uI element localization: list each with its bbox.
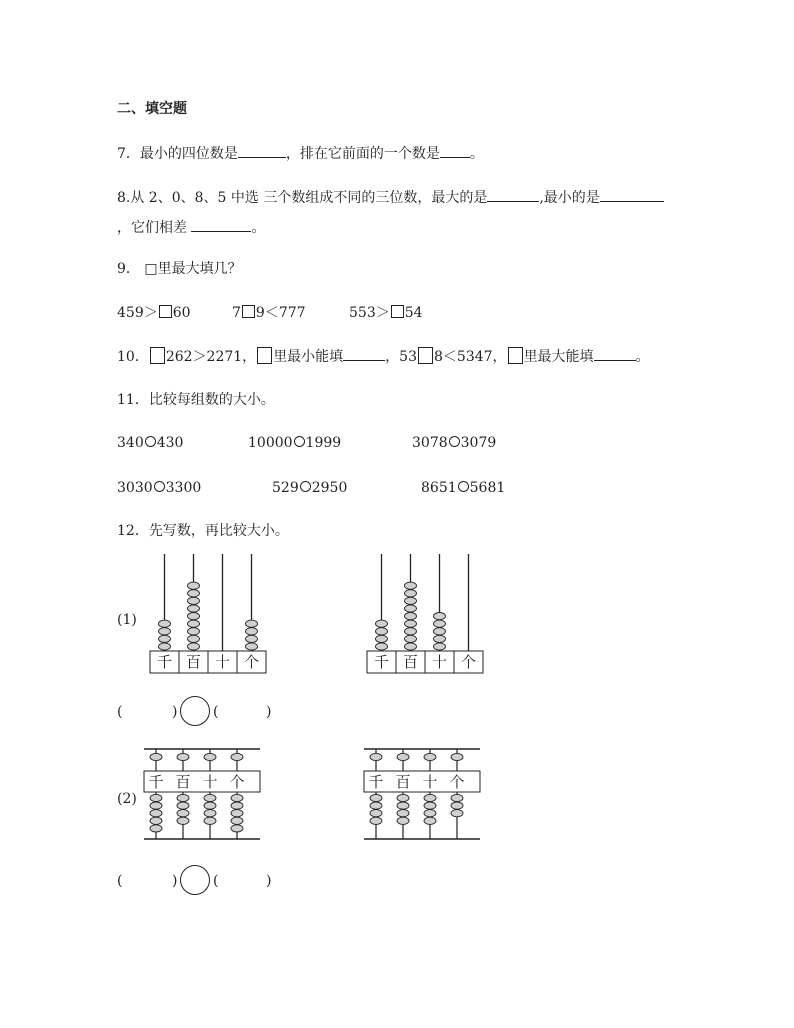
abacus-2b-bead — [370, 810, 382, 817]
abacus-2b-bead — [397, 810, 409, 817]
abacus-1a-bead — [188, 643, 200, 650]
abacus-2a-bead — [177, 802, 189, 809]
abacus-2b-place-label: 个 — [449, 773, 465, 791]
abacus-1a-bead — [188, 597, 200, 604]
q10-f: 里最大能填 — [523, 349, 594, 365]
abacus-1b-bead — [405, 628, 417, 635]
q9-item1-b: 60 — [172, 305, 191, 321]
q12-answer-3-close: ) — [172, 873, 178, 889]
question-12-title: 12．先写数，再比较大小。 — [117, 523, 289, 539]
abacus-2a-upper-bead — [204, 753, 216, 760]
section-title: 二、填空题 — [117, 101, 187, 117]
abacus-2b-bead — [397, 794, 409, 801]
abacus-2a-bead — [231, 802, 243, 809]
abacus-2b-bead — [370, 794, 382, 801]
q11-pair3-left: 3078 — [412, 435, 448, 451]
q12-answer-3-open: ( — [117, 873, 123, 889]
abacus-2b-bead — [451, 802, 463, 809]
abacus-1a-place-label: 百 — [185, 653, 202, 671]
q12-answer-1-close: ) — [172, 704, 178, 720]
abacus-1a-bead — [188, 635, 200, 642]
abacus-1a-bead — [159, 628, 171, 635]
abacus-2b-bead — [424, 794, 436, 801]
q11-pair6-left: 8651 — [421, 480, 457, 496]
q11-pair5-right: 2950 — [311, 480, 348, 496]
abacus-2a-bead — [150, 794, 162, 801]
abacus-2a-place-label: 个 — [229, 773, 245, 791]
q7-text-c: 。 — [469, 146, 484, 162]
abacus-2a-upper-bead — [150, 753, 162, 760]
abacus-2b-upper-bead — [424, 753, 436, 760]
abacus-2a-bead — [150, 817, 162, 824]
abacus-1b-bead — [405, 613, 417, 620]
abacus-2a-bead — [177, 794, 189, 801]
abacus-1b-place-label: 十 — [431, 653, 448, 671]
q9-item3-b: 54 — [404, 305, 423, 321]
abacus-1a-bead — [246, 643, 258, 650]
abacus-1a-bead — [188, 620, 200, 627]
abacus-1b-bead — [405, 643, 417, 650]
abacus-1a-bead — [159, 643, 171, 650]
abacus-2a-bead — [177, 817, 189, 824]
abacus-2b-place-label: 千 — [368, 773, 384, 791]
abacus-2a-bead — [150, 825, 162, 832]
q10-g: 。 — [635, 349, 650, 365]
abacus-1a-bead — [188, 628, 200, 635]
abacus-1a-place-label: 十 — [214, 653, 231, 671]
abacus-2b-bead — [424, 802, 436, 809]
abacus-1b-bead — [376, 620, 388, 627]
abacus-2b-bead — [424, 817, 436, 824]
q9-item3-a: 553＞ — [349, 305, 390, 321]
abacus-1a-bead — [188, 613, 200, 620]
q11-pair1-right: 430 — [156, 435, 184, 451]
abacus-2a-bead — [231, 810, 243, 817]
abacus-1a-bead — [246, 620, 258, 627]
q12-part-1-label: (1) — [117, 612, 137, 628]
q11-pair2-left: 10000 — [248, 435, 293, 451]
abacus-2b-bead — [451, 810, 463, 817]
q8-text-c: ，它们相差 — [117, 220, 187, 236]
abacus-2b-bead — [451, 794, 463, 801]
q10-d: ，53 — [385, 349, 418, 365]
abacus-2b-bead — [424, 810, 436, 817]
abacus-2a-bead — [150, 810, 162, 817]
abacus-2a-place-label: 十 — [202, 773, 218, 791]
q12-part-2-label: (2) — [117, 791, 137, 807]
abacus-2a-place-label: 千 — [148, 773, 164, 791]
abacus-1a-bead — [246, 635, 258, 642]
abacus-2a-bead — [177, 810, 189, 817]
q9-item2-a: 7 — [232, 305, 241, 321]
abacus-1b-place-label: 千 — [373, 653, 390, 671]
abacus-1b-bead — [405, 590, 417, 597]
abacus-1b-bead — [434, 643, 446, 650]
abacus-2a-upper-bead — [231, 753, 243, 760]
q11-pair5-left: 529 — [272, 480, 299, 496]
q7-text-b: ，排在它前面的一个数是 — [285, 146, 440, 162]
abacus-1a-bead — [246, 628, 258, 635]
question-11-title: 11．比较每组数的大小。 — [117, 392, 275, 408]
q11-pair2-right: 1999 — [305, 435, 342, 451]
abacus-1b-bead — [405, 597, 417, 604]
abacus-1a-place-label: 千 — [156, 653, 173, 671]
abacus-1b-place-label: 个 — [460, 653, 477, 671]
abacus-1a-bead — [159, 635, 171, 642]
q7-number: 7． — [117, 146, 140, 162]
abacus-1b-bead — [405, 605, 417, 612]
abacus-2a-upper-bead — [177, 753, 189, 760]
abacus-1b-bead — [434, 628, 446, 635]
abacus-2b-place-label: 十 — [422, 773, 438, 791]
q8-text-a: 8.从 2、0、8、5 中选 三个数组成不同的三位数，最大的是 — [117, 190, 488, 206]
q12-answer-2-open: ( — [213, 704, 219, 720]
abacus-2a-bead — [231, 825, 243, 832]
abacus-2b-upper-bead — [370, 753, 382, 760]
abacus-2b-bead — [397, 817, 409, 824]
q11-pair4-right: 3300 — [165, 480, 202, 496]
q10-c: 里最小能填 — [273, 349, 344, 365]
abacus-1b-bead — [405, 635, 417, 642]
abacus-2b-place-label: 百 — [395, 773, 411, 791]
q8-text-d: 。 — [251, 220, 266, 236]
abacus-1b-bead — [434, 613, 446, 620]
abacus-2b-upper-bead — [451, 753, 463, 760]
abacus-1b-bead — [376, 628, 388, 635]
q12-answer-4-close: ) — [266, 873, 272, 889]
abacus-1a-bead — [159, 620, 171, 627]
abacus-1a-bead — [188, 582, 200, 589]
abacus-1b-bead — [434, 620, 446, 627]
abacus-2a-bead — [204, 810, 216, 817]
abacus-2a-bead — [150, 802, 162, 809]
abacus-1b-bead — [376, 643, 388, 650]
q8-text-b: ,最小的是 — [539, 190, 600, 206]
q7-text-a: 最小的四位数是 — [139, 146, 238, 162]
question-9-title: 9． □里最大填几？ — [117, 261, 242, 277]
q10-e: 8＜5347， — [434, 349, 507, 365]
abacus-2a-bead — [204, 817, 216, 824]
abacus-2b-bead — [370, 802, 382, 809]
q12-answer-1-open: ( — [117, 704, 123, 720]
abacus-1b-bead — [434, 635, 446, 642]
q10-b: 262＞2271， — [165, 349, 257, 365]
abacus-2a-place-label: 百 — [175, 773, 191, 791]
q11-pair3-right: 3079 — [460, 435, 497, 451]
abacus-1a-place-label: 个 — [243, 653, 260, 671]
abacus-2a-bead — [204, 802, 216, 809]
abacus-2b-bead — [370, 817, 382, 824]
abacus-2a-bead — [231, 794, 243, 801]
abacus-2a-bead — [204, 794, 216, 801]
abacus-1a-bead — [188, 605, 200, 612]
abacus-1b-bead — [405, 620, 417, 627]
q11-pair4-left: 3030 — [117, 480, 153, 496]
abacus-2a-bead — [231, 817, 243, 824]
abacus-1b-bead — [405, 582, 417, 589]
abacus-2b-bead — [397, 802, 409, 809]
q10-a: 10． — [117, 349, 149, 365]
q11-pair1-left: 340 — [117, 435, 144, 451]
q12-answer-4-open: ( — [213, 873, 219, 889]
q9-item1-a: 459＞ — [117, 305, 158, 321]
q12-answer-2-close: ) — [266, 704, 272, 720]
q9-item2-b: 9＜777 — [255, 305, 306, 321]
abacus-2b-upper-bead — [397, 753, 409, 760]
q11-pair6-right: 5681 — [469, 480, 506, 496]
abacus-1a-bead — [188, 590, 200, 597]
abacus-1b-bead — [376, 635, 388, 642]
abacus-1b-place-label: 百 — [402, 653, 419, 671]
